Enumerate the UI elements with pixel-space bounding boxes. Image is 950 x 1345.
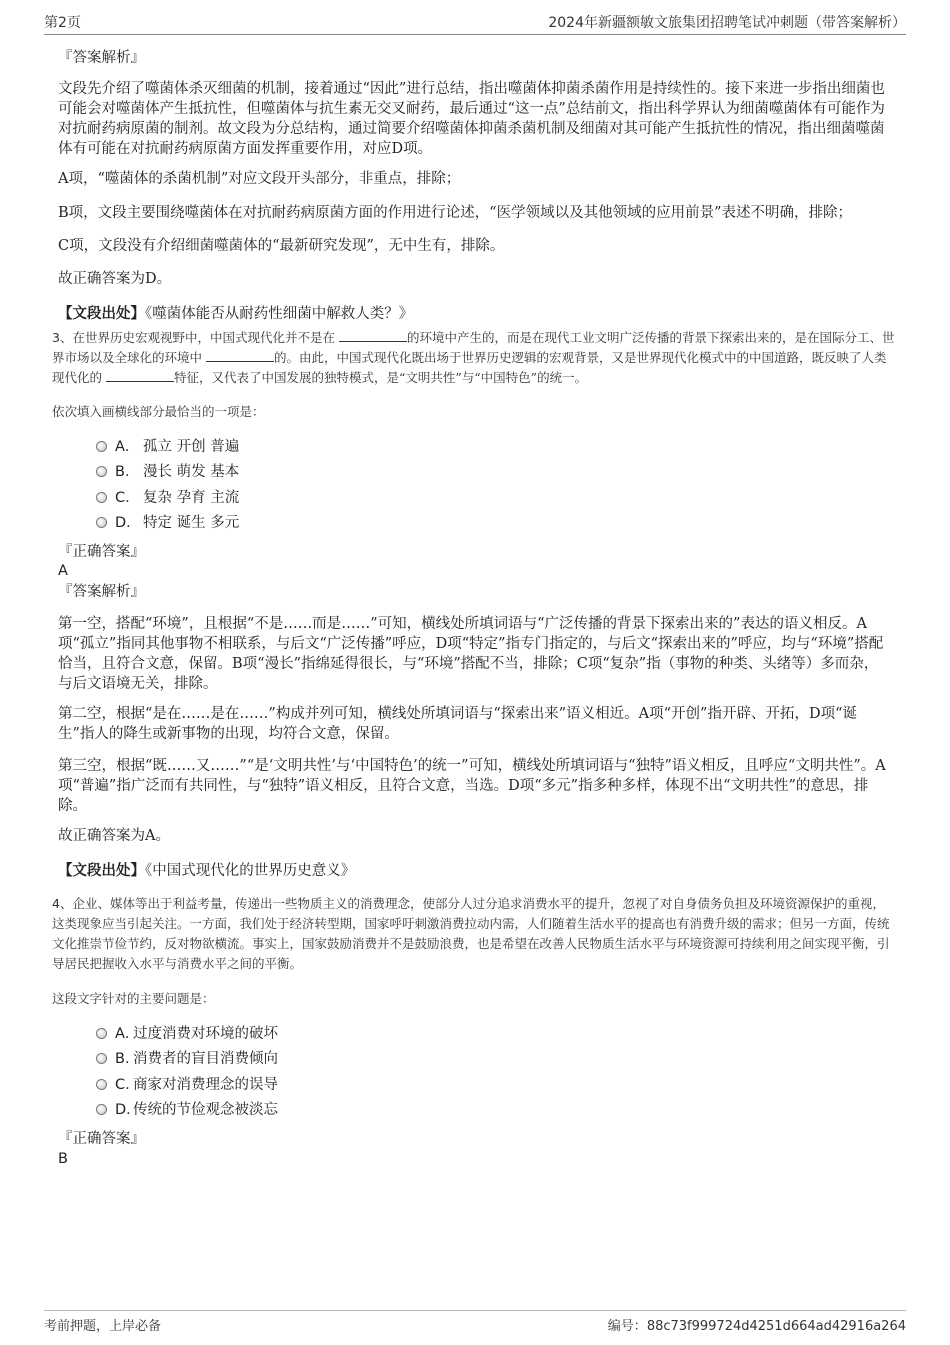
q3-blank-3 xyxy=(106,369,174,382)
radio-icon[interactable] xyxy=(96,1028,107,1039)
option-text: 复杂 孕育 主流 xyxy=(143,490,240,506)
q3-source-title: 《中国式现代化的世界历史意义》 xyxy=(145,863,356,879)
option-text: 漫长 萌发 基本 xyxy=(143,464,240,480)
q3-stem-part-3: 的。由此，中国式现代化既出场于世界历史逻辑的宏观背景，又是世界现代化模式中的中国道路，既反映了人类现代化的 xyxy=(52,350,887,385)
q3-number: 3、 xyxy=(52,330,73,345)
q4-option-c[interactable] xyxy=(96,1075,278,1095)
radio-icon[interactable] xyxy=(96,441,107,452)
q3-prompt: 依次填入画横线部分最恰当的一项是： xyxy=(52,404,265,419)
document-title: 2024年新疆额敏文旅集团招聘笔试冲刺题（带答案解析） xyxy=(548,15,906,31)
footer-code-value: 88c73f999724d4251d664ad42916a264 xyxy=(646,1319,906,1334)
q3-stem-part-1: 在世界历史宏观视野中，中国式现代化并不是在 xyxy=(72,330,335,345)
q4-option-b[interactable] xyxy=(96,1049,278,1069)
radio-icon[interactable] xyxy=(96,1079,107,1090)
q3-source xyxy=(58,861,888,881)
q4-stem xyxy=(52,894,897,974)
q4-number: 4、 xyxy=(52,896,73,911)
q4-answer: B xyxy=(58,1151,68,1167)
q3-blank-2 xyxy=(206,349,274,362)
footer-code-label: 编号： xyxy=(607,1319,647,1334)
q2-analysis-p4: C项，文段没有介绍细菌噬菌体的“最新研究发现”，无中生有，排除。 xyxy=(58,238,505,254)
q3-conclusion: 故正确答案为A。 xyxy=(58,828,170,844)
option-text: 孤立 开创 普遍 xyxy=(143,439,240,455)
q3-analysis-p1: 第一空，搭配“环境”，且根据“不是……而是……”可知，横线处所填词语与“广泛传播的背景下探索出来的”表达的语义相反。A项“孤立”指同其他事物不相联系，与后文“广泛传播”呼应，D项“特定”指专门指定的，与后文“探索出来的”呼应，均与“环境”搭配恰当，且符合文意，保留。B项“漫长”指绵延得很长，与“环境”搭配不当，排除；C项“复杂”指（事物的种类、头绪等）多而杂，与后文语境无关，排除。 xyxy=(58,616,884,692)
q3-blank-1 xyxy=(339,329,407,342)
option-text: 消费者的盲目消费倾向 xyxy=(133,1051,278,1067)
q2-source xyxy=(58,304,888,324)
q3-source-label: 【文段出处】 xyxy=(58,862,145,879)
radio-icon[interactable] xyxy=(96,466,107,477)
q2-analysis-label: 『答案解析』 xyxy=(58,50,145,66)
q3-option-d[interactable] xyxy=(96,513,239,533)
page-header xyxy=(44,12,906,35)
q4-stem-text: 企业、媒体等出于利益考量，传递出一些物质主义的消费理念，使部分人过分追求消费水平的提升，忽视了对自身债务负担及环境资源保护的重视，这类现象应当引起关注。一方面，我们处于经济转型期，国家呼吁刺激消费拉动内需，人们随着生活水平的提高也有消费升级的需求；但另一方面，传统文化推崇节俭节约，反对物欲横流。事实上，国家鼓励消费并不是鼓励浪费，也是希望在改善人民物质生活水平与环境资源可持续利用之间实现平衡，引导居民把握收入水平与消费水平之间的平衡。 xyxy=(52,896,890,971)
option-letter: D． xyxy=(115,1102,141,1118)
q3-stem-part-4: 特征，又代表了中国发展的独特模式，是“文明共性”与“中国特色”的统一。 xyxy=(174,370,588,385)
q3-stem-part-2: 的环境中产生的，而是在现代工业文明广泛传播的背景下探索出来的，是在国际分工、世界市场以及全球化的环境中 xyxy=(52,330,895,365)
option-text: 特定 诞生 多元 xyxy=(143,515,240,531)
option-letter: C． xyxy=(115,490,140,506)
q2-analysis-p1: 文段先介绍了噬菌体杀灭细菌的机制，接着通过“因此”进行总结，指出噬菌体抑菌杀菌作用是持续性的。接下来进一步指出细菌也可能会对噬菌体产生抵抗性，但噬菌体与抗生素无交叉耐药，最后通过“这一点”总结前文，指出科学界认为细菌噬菌体有可能作为对抗耐药病原菌的制剂。故文段为分总结构，通过简要介绍噬菌体抑菌杀菌机制及细菌对其可能产生抵抗性的情况，指出细菌噬菌体有可能在对抗耐药病原菌方面发挥重要作用，对应D项。 xyxy=(58,81,885,157)
option-text: 传统的节俭观念被淡忘 xyxy=(133,1102,278,1118)
q4-answer-label: 『正确答案』 xyxy=(58,1131,145,1147)
option-letter: B． xyxy=(115,1051,140,1067)
q3-analysis-p2: 第二空，根据“是在……是在……”构成并列可知，横线处所填词语与“探索出来”语义相近。A项“开创”指开辟、开拓，D项“诞生”指人的降生或新事物的出现，均符合文意，保留。 xyxy=(58,706,857,742)
q3-option-b[interactable] xyxy=(96,462,239,482)
q3-analysis-label: 『答案解析』 xyxy=(58,584,145,600)
radio-icon[interactable] xyxy=(96,492,107,503)
q2-conclusion: 故正确答案为D。 xyxy=(58,271,172,287)
q3-answer: A xyxy=(58,563,68,579)
q4-prompt: 这段文字针对的主要问题是： xyxy=(52,991,215,1006)
q3-stem xyxy=(52,328,897,388)
q4-option-a[interactable] xyxy=(96,1024,278,1044)
footer-slogan: 考前押题，上岸必备 xyxy=(44,1319,162,1334)
option-text: 商家对消费理念的误导 xyxy=(133,1077,278,1093)
q2-analysis-p2: A项，“噬菌体的杀菌机制”对应文段开头部分，非重点，排除； xyxy=(58,171,461,187)
q2-source-title: 《噬菌体能否从耐药性细菌中解救人类？》 xyxy=(145,306,414,322)
q3-answer-label: 『正确答案』 xyxy=(58,544,145,560)
option-letter: D． xyxy=(115,515,141,531)
option-letter: A． xyxy=(115,439,140,455)
q4-option-d[interactable] xyxy=(96,1100,278,1120)
option-letter: B． xyxy=(115,464,140,480)
radio-icon[interactable] xyxy=(96,1053,107,1064)
footer-code xyxy=(608,1315,906,1334)
q2-analysis-p3: B项，文段主要围绕噬菌体在对抗耐药病原菌方面的作用进行论述，“医学领域以及其他领域的应用前景”表述不明确，排除； xyxy=(58,205,852,221)
option-letter: A． xyxy=(115,1026,140,1042)
q3-analysis-p3: 第三空，根据“既……又……”“是‘文明共性’与‘中国特色’的统一”可知，横线处所填词语与“独特”语义相反，且呼应“文明共性”。A项“普遍”指广泛而有共同性，与“独特”语义相反，且符合文意，当选。D项“多元”指多种多样，体现不出“文明共性”的意思，排除。 xyxy=(58,758,886,814)
option-text: 过度消费对环境的破坏 xyxy=(133,1026,278,1042)
q2-source-label: 【文段出处】 xyxy=(58,305,145,322)
radio-icon[interactable] xyxy=(96,1104,107,1115)
radio-icon[interactable] xyxy=(96,517,107,528)
q3-option-a[interactable] xyxy=(96,437,239,457)
option-letter: C． xyxy=(115,1077,140,1093)
page-number: 第2页 xyxy=(44,15,81,31)
page-footer xyxy=(44,1310,906,1338)
q3-option-c[interactable] xyxy=(96,488,239,508)
